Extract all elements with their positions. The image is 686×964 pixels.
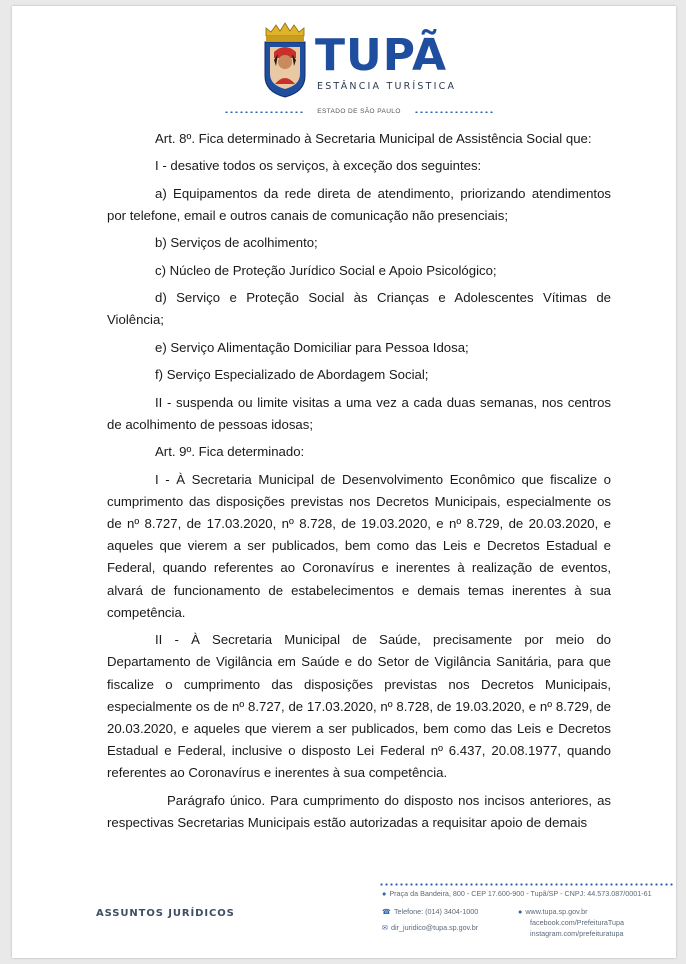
- article-8-item-d: d) Serviço e Proteção Social às Crianças e Adolescentes Vítimas de Violência;: [107, 290, 611, 328]
- article-8-item-f: f) Serviço Especializado de Abordagem Social;: [155, 367, 429, 383]
- document-body: [107, 128, 611, 839]
- dotted-rule-right: [414, 111, 494, 113]
- footer-address-text: Praça da Bandeira, 800 - CEP 17.600-900 - Tupã/SP - CNPJ: 44.573.087/0001-61: [389, 889, 652, 898]
- brand-name: TUPÃ: [315, 30, 448, 81]
- article-8-item-i: I - desative todos os serviços, à exceção dos seguintes:: [155, 158, 482, 174]
- article-9-item-ii: II - À Secretaria Municipal de Saúde, precisamente por meio do Departamento de Vigilância em Saúde e do Setor de Vigilância Sanitária, para que fiscalize o cumprimento das disposições previstas nos Decretos Municipais, especialmente os de nº 8.727, de 17.03.2020, nº 8.728, de 19.03.2020, e nº 8.729, de 20.03.2020, e aqueles que vierem a ser publicados, bem como das Leis e Decretos Estadual e Federal, inclusive o disposto Lei Federal nº 6.437, 20.08.1977, quando referentes ao Coronavírus e inerentes à sua competência.: [107, 632, 611, 781]
- article-8-item-a: a) Equipamentos da rede direta de atendimento, priorizando atendimentos por telefone, email e outros canais de comunicação não presenciais;: [107, 185, 611, 223]
- footer-phone-text: Telefone: (014) 3404-1000: [393, 907, 479, 916]
- dotted-rule-left: [224, 111, 304, 113]
- footer-department: ASSUNTOS JURÍDICOS: [96, 908, 235, 919]
- footer-email: [382, 923, 478, 932]
- article-8-item-c: c) Núcleo de Proteção Jurídico Social e Apoio Psicológico;: [155, 262, 497, 278]
- article-9-heading: Art. 9º. Fica determinado:: [155, 444, 305, 460]
- email-icon: ✉: [382, 923, 389, 932]
- article-9-item-i: I - À Secretaria Municipal de Desenvolvimento Econômico que fiscalize o cumprimento das disposições previstas nos Decretos Municipais, especialmente os de nº 8.727, de 17.03.2020, nº 8.728, de 19.03.2020, e nº 8.729, de 20.03.2020, e aqueles que vierem a ser publicados, bem como das Leis e Decretos Estadual e Federal, quando referentes ao Coronavírus e inerentes à realização de eventos, alvará de funcionamento de estabelecimentos e demais temas inerentes à sua competência.: [107, 471, 611, 620]
- state-label: ESTADO DE SÃO PAULO: [317, 108, 401, 115]
- footer-dotted-rule: [379, 883, 675, 886]
- article-8-item-ii: II - suspenda ou limite visitas a uma vez a cada duas semanas, nos centros de acolhimento de pessoas idosas;: [107, 394, 611, 432]
- phone-icon: ☎: [382, 907, 391, 916]
- globe-icon: ●: [518, 907, 523, 916]
- footer-website: [518, 907, 588, 916]
- footer-email-text: dir_juridico@tupa.sp.gov.br: [391, 923, 479, 932]
- article-8-heading: Art. 8º. Fica determinado à Secretaria Municipal de Assistência Social que:: [155, 131, 592, 146]
- coat-of-arms-logo: [262, 22, 308, 98]
- footer-facebook: facebook.com/PrefeituraTupa: [530, 918, 625, 927]
- footer-phone: [382, 907, 478, 916]
- article-8-item-b: b) Serviços de acolhimento;: [155, 235, 318, 251]
- sole-paragraph: Parágrafo único. Para cumprimento do disposto nos incisos anteriores, as respectivas Secretarias Municipais estão autorizadas a requisitar apoio de demais: [107, 792, 611, 830]
- state-divider: [224, 107, 494, 117]
- footer-website-text: www.tupa.sp.gov.br: [525, 907, 588, 916]
- brand-tagline: ESTÂNCIA TURÍSTICA: [317, 81, 457, 92]
- letterhead: [12, 6, 676, 118]
- footer-instagram: instagram.com/prefeituratupa: [530, 929, 624, 938]
- footer-address: [382, 889, 652, 898]
- location-pin-icon: ●: [382, 889, 387, 898]
- document-page: [12, 6, 676, 958]
- article-8-item-e: e) Serviço Alimentação Domiciliar para Pessoa Idosa;: [155, 339, 469, 355]
